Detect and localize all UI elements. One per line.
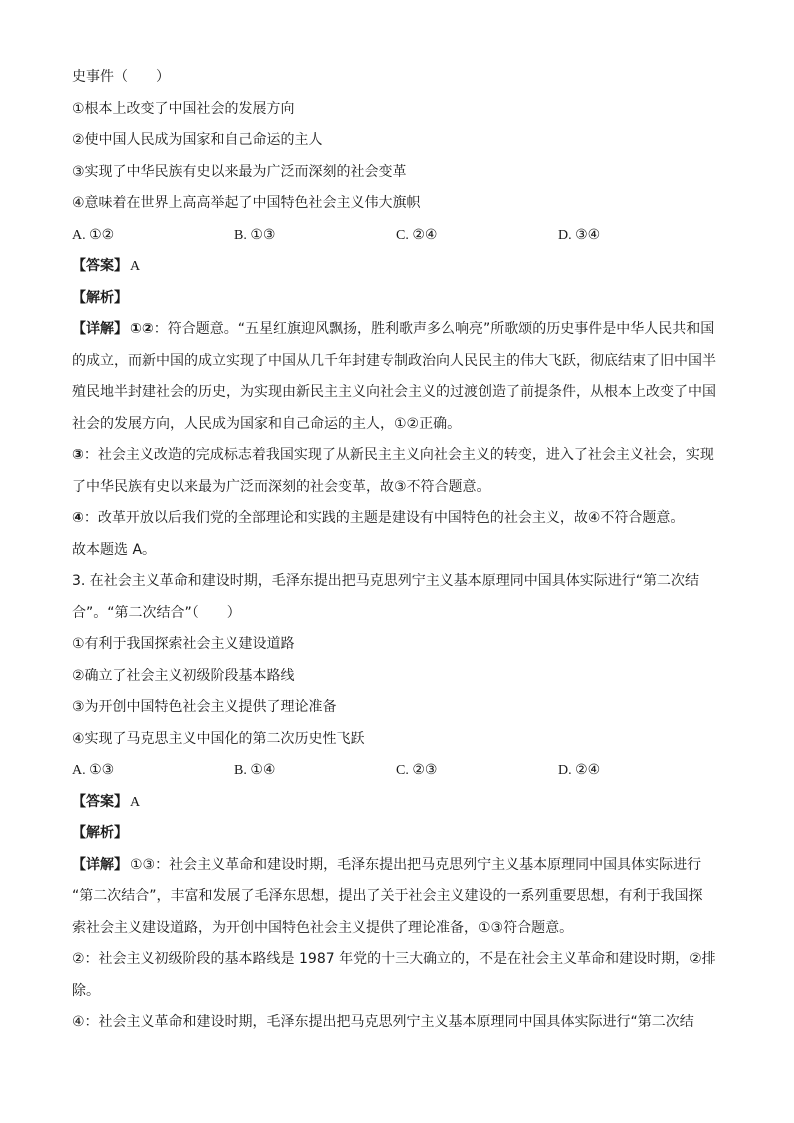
option-d: D. ③④ [558, 227, 601, 243]
detail-line: 索社会主义建设道路，为开创中国特色社会主义提供了理论准备，①③符合题意。 [72, 919, 574, 936]
detail-text: ：改革开放以后我们党的全部理论和实践的主题是建设有中国特色的社会主义，故④不符合题意。 [83, 510, 685, 526]
detail-lead: ③ [72, 447, 84, 463]
detail-text: ：社会主义改造的完成标志着我国实现了从新民主主义向社会主义的转变，进入了社会主义社会，实现 [83, 447, 714, 463]
question-stem-tail: 史事件（ ） [72, 69, 170, 85]
detail-line: 故本题选 A。 [72, 541, 157, 558]
answer-tag: 【答案】 [72, 793, 128, 810]
question-stem: 3. 在社会主义革命和建设时期，毛泽东提出把马克思列宁主义基本原理同中国具体实际进行“第二次结 [72, 573, 700, 589]
detail-line [72, 850, 722, 882]
detail-text: ：符合题意。“五星红旗迎风飘扬，胜利歌声多么响亮”所歌颂的历史事件是中华人民共和国 [153, 321, 715, 337]
option-d: D. ②④ [558, 763, 601, 778]
statement-2: ②使中国人民成为国家和自己命运的主人 [72, 132, 323, 148]
answer-tag: 【答案】 [72, 258, 128, 274]
detail-line: ④：社会主义革命和建设时期，毛泽东提出把马克思列宁主义基本原理同中国具体实际进行“第二次结 [72, 1014, 694, 1030]
statement-1: ①根本上改变了中国社会的发展方向 [72, 100, 295, 117]
detail-line [72, 314, 722, 346]
detail-line: 了中华民族有史以来最为广泛而深刻的社会变革，故③不符合题意。 [72, 478, 491, 495]
statement-2: ②确立了社会主义初级阶段基本路线 [72, 667, 295, 684]
analysis-line [72, 818, 722, 850]
answer-options [72, 755, 722, 787]
option-c: C. ②④ [396, 227, 438, 243]
statement-3: ③为开创中国特色社会主义提供了理论准备 [72, 699, 337, 715]
detail-line: “第二次结合”，丰富和发展了毛泽东思想，提出了关于社会主义建设的一系列重要思想，有利于我国探 [72, 888, 703, 904]
detail-line: 社会的发展方向，人民成为国家和自己命运的主人，①②正确。 [72, 415, 462, 432]
answer-options [72, 220, 722, 252]
document-page [72, 62, 722, 1039]
detail-text: ①③：社会主义革命和建设时期，毛泽东提出把马克思列宁主义基本原理同中国具体实际进行 [130, 856, 702, 873]
detail-line [72, 440, 722, 472]
option-c: C. ②③ [396, 763, 438, 778]
detail-line: 的成立，而新中国的成立实现了中国从几千年封建专制政治向人民民主的伟大飞跃，彻底结束了旧中国半 [72, 352, 716, 369]
answer-line [72, 787, 722, 819]
detail-tag: 【详解】 [72, 856, 128, 873]
statement-4: ④意味着在世界上高高举起了中国特色社会主义伟大旗帜 [72, 195, 421, 211]
analysis-line [72, 283, 722, 315]
detail-lead: ①② [130, 321, 154, 337]
analysis-tag: 【解析】 [72, 825, 128, 841]
detail-line: ②：社会主义初级阶段的基本路线是 1987 年党的十三大确立的，不是在社会主义革命和建设时期，②排 [72, 951, 716, 967]
statement-1: ①有利于我国探索社会主义建设道路 [72, 636, 295, 652]
option-b: B. ①③ [234, 227, 276, 243]
detail-line [72, 503, 722, 535]
detail-lead: ④ [72, 510, 84, 526]
statement-3: ③实现了中华民族有史以来最为广泛而深刻的社会变革 [72, 163, 407, 180]
option-a: A. ①② [72, 227, 115, 243]
detail-line: 除。 [72, 982, 100, 999]
statement-4: ④实现了马克思主义中国化的第二次历史性飞跃 [72, 730, 365, 747]
analysis-tag: 【解析】 [72, 289, 128, 306]
detail-tag: 【详解】 [72, 321, 128, 337]
answer-value: A [130, 259, 141, 274]
question-stem: 合”。“第二次结合”（ ） [72, 604, 241, 621]
option-a: A. ①③ [72, 763, 115, 778]
answer-line [72, 251, 722, 283]
answer-value: A [130, 794, 141, 810]
option-b: B. ①④ [234, 763, 276, 778]
detail-line: 殖民地半封建社会的历史，为实现由新民主主义向社会主义的过渡创造了前提条件，从根本上改变了中国 [72, 384, 716, 400]
